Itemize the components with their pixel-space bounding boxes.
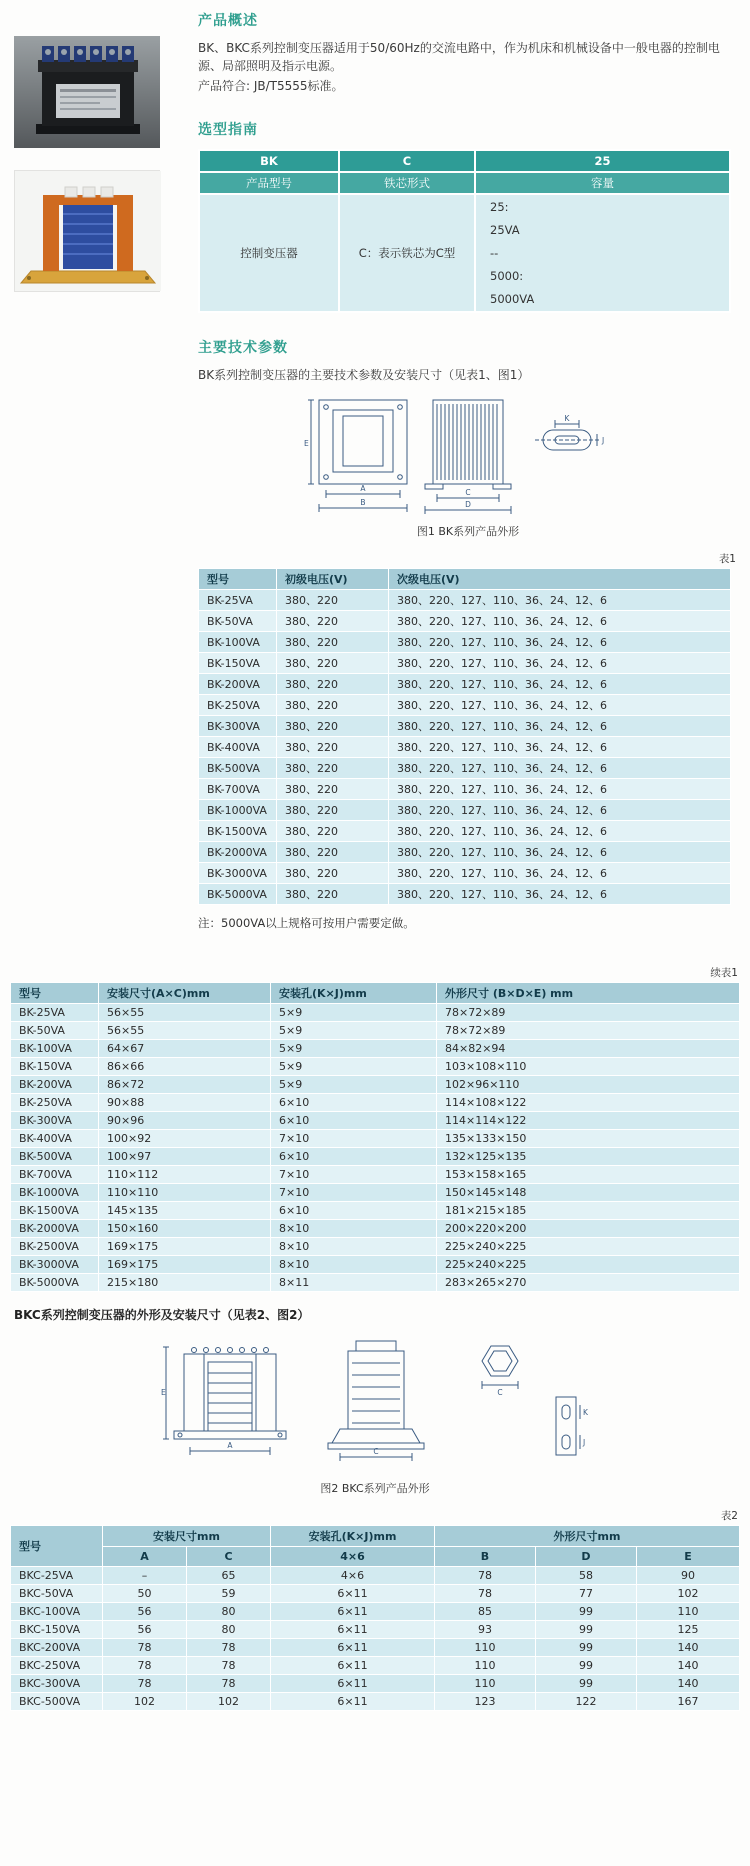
table-row: [11, 1076, 740, 1094]
table-row: [11, 1693, 740, 1711]
table1-header-primary: 初级电压(V): [277, 569, 389, 590]
table-cell: 102×96×110: [437, 1076, 740, 1094]
table-cell: 122: [536, 1693, 637, 1711]
table-cell: 56×55: [99, 1022, 271, 1040]
table-cell: 5×9: [271, 1076, 437, 1094]
table-cell: 8×11: [271, 1274, 437, 1292]
capacity-line: 5000VA: [490, 292, 535, 306]
table-cell: 103×108×110: [437, 1058, 740, 1076]
table2-subheader-e: E: [637, 1547, 740, 1567]
table-row: [11, 1256, 740, 1274]
table-cell: 86×72: [99, 1076, 271, 1094]
cont-header-mounting: 安装尺寸(A×C)mm: [99, 983, 271, 1004]
table1-label: 表1: [718, 553, 736, 565]
table-row: [199, 653, 731, 674]
bkc-photo-graphic: [15, 171, 161, 291]
table-cell: 78×72×89: [437, 1022, 740, 1040]
figure-2-caption: 图2 BKC系列产品外形: [320, 1482, 430, 1495]
table-cell: 114×114×122: [437, 1112, 740, 1130]
dim-label-c: C: [465, 488, 471, 497]
table-cell: 56: [103, 1603, 187, 1621]
table-row: [199, 884, 731, 905]
table-cell: 99: [536, 1639, 637, 1657]
table-row: [199, 779, 731, 800]
table-cell: 380、220: [277, 653, 389, 674]
table-cell: 5×9: [271, 1022, 437, 1040]
selection-body-row: [199, 194, 730, 312]
table-cell: 380、220、127、110、36、24、12、6: [389, 842, 731, 863]
table-row: [199, 842, 731, 863]
table-row: [199, 674, 731, 695]
table-cell: 90×96: [99, 1112, 271, 1130]
bk-outline-drawing: [303, 394, 633, 516]
table1-header-model: 型号: [199, 569, 277, 590]
table-cell: 380、220: [277, 674, 389, 695]
table-cell: 6×11: [271, 1693, 435, 1711]
table-cell: 5×9: [271, 1058, 437, 1076]
table-cell: 169×175: [99, 1256, 271, 1274]
table-cell: 153×158×165: [437, 1166, 740, 1184]
table-cell: 78: [103, 1639, 187, 1657]
table2-label: 表2: [720, 1510, 738, 1522]
table-row: [11, 1238, 740, 1256]
table-cell: BK-25VA: [11, 1004, 99, 1022]
table-cell: 7×10: [271, 1184, 437, 1202]
dim-label-a: A: [360, 484, 366, 493]
table-cell: 380、220、127、110、36、24、12、6: [389, 632, 731, 653]
table-cell: 7×10: [271, 1130, 437, 1148]
table-cell: BKC-50VA: [11, 1585, 103, 1603]
table-cell: 78: [435, 1585, 536, 1603]
capacity-line: 25VA: [490, 223, 520, 237]
overview-body: BK、BKC系列控制变压器适用于50/60Hz的交流电路中，作为机床和机械设备中一般电器的控制电源、局部照明及指示电源。: [198, 41, 720, 73]
table-cell: 6×10: [271, 1202, 437, 1220]
table-cell: 380、220、127、110、36、24、12、6: [389, 695, 731, 716]
table-cell: 5×9: [271, 1004, 437, 1022]
cont-header-hole: 安装孔(K×J)mm: [271, 983, 437, 1004]
table-cell: 380、220: [277, 695, 389, 716]
table-cell: 6×11: [271, 1675, 435, 1693]
dim-label-j: J: [583, 1438, 586, 1447]
table-cell: BK-2500VA: [11, 1238, 99, 1256]
capacity-line: 5000:: [490, 269, 524, 283]
table-row: [11, 1004, 740, 1022]
table1-note: 注：5000VA以上规格可按用户需要定做。: [198, 916, 415, 930]
table-cell: 85: [435, 1603, 536, 1621]
table-cell: 8×10: [271, 1238, 437, 1256]
table-cell: 110: [637, 1603, 740, 1621]
table-cell: 84×82×94: [437, 1040, 740, 1058]
table-cell: 181×215×185: [437, 1202, 740, 1220]
table-cell: 100×92: [99, 1130, 271, 1148]
table-row: [199, 737, 731, 758]
table-cell: 135×133×150: [437, 1130, 740, 1148]
table-cell: 132×125×135: [437, 1148, 740, 1166]
table-row: [199, 800, 731, 821]
table-cell: 200×220×200: [437, 1220, 740, 1238]
table-row: [199, 758, 731, 779]
table-cell: BK-5000VA: [199, 884, 277, 905]
table-cell: 380、220: [277, 800, 389, 821]
continued-table1-label: 续表1: [710, 967, 738, 979]
table-cell: 6×11: [271, 1585, 435, 1603]
table-row: [11, 1058, 740, 1076]
table2-subheader-a: A: [103, 1547, 187, 1567]
table-cell: 380、220、127、110、36、24、12、6: [389, 821, 731, 842]
table-cell: –: [103, 1567, 187, 1585]
selection-subheader-row: [199, 172, 730, 194]
table-cell: 78×72×89: [437, 1004, 740, 1022]
table-cell: BKC-500VA: [11, 1693, 103, 1711]
table-cell: BK-25VA: [199, 590, 277, 611]
table-cell: 380、220: [277, 611, 389, 632]
table-row: [11, 1675, 740, 1693]
selection-title: 选型指南: [198, 122, 258, 138]
table-cell: 380、220: [277, 758, 389, 779]
table-cell: BK-150VA: [11, 1058, 99, 1076]
product-photo-bkc: [14, 170, 160, 292]
table-row: [11, 1022, 740, 1040]
table-cell: BK-2000VA: [199, 842, 277, 863]
table-cell: 380、220: [277, 590, 389, 611]
capacity-line: --: [490, 246, 499, 260]
table-cell: 380、220: [277, 842, 389, 863]
table-cell: 380、220: [277, 821, 389, 842]
table-cell: 102: [187, 1693, 271, 1711]
cont-header-outline: 外形尺寸 (B×D×E) mm: [437, 983, 740, 1004]
table-row: [11, 1603, 740, 1621]
sel-header-25: 25: [475, 150, 730, 172]
table-cell: 114×108×122: [437, 1094, 740, 1112]
table-cell: BKC-250VA: [11, 1657, 103, 1675]
table-cell: BK-200VA: [11, 1076, 99, 1094]
table-cell: 102: [103, 1693, 187, 1711]
table-cell: BK-50VA: [199, 611, 277, 632]
bkc-outline-drawing: [160, 1333, 590, 1473]
table-cell: 380、220、127、110、36、24、12、6: [389, 737, 731, 758]
table-cell: 78: [187, 1657, 271, 1675]
table-cell: 380、220、127、110、36、24、12、6: [389, 590, 731, 611]
table-row: [11, 1040, 740, 1058]
table-cell: 65: [187, 1567, 271, 1585]
table1-header-secondary: 次级电压(V): [389, 569, 731, 590]
sel-subheader-capacity: 容量: [475, 172, 730, 194]
table-row: [199, 695, 731, 716]
selection-header-row: [199, 150, 730, 172]
table-cell: BK-50VA: [11, 1022, 99, 1040]
table-row: [199, 821, 731, 842]
table-cell: 78: [435, 1567, 536, 1585]
dim-label-k: K: [583, 1408, 588, 1417]
table-row: [11, 1094, 740, 1112]
table-cell: 110: [435, 1657, 536, 1675]
dim-label-b: B: [360, 498, 366, 507]
table-cell: BK-3000VA: [199, 863, 277, 884]
table-row: [199, 716, 731, 737]
table-cell: BKC-300VA: [11, 1675, 103, 1693]
table-cell: 140: [637, 1639, 740, 1657]
table-cell: 150×160: [99, 1220, 271, 1238]
table-cell: 56: [103, 1621, 187, 1639]
table-cell: 380、220: [277, 863, 389, 884]
table-cell: 380、220: [277, 716, 389, 737]
table-cell: 123: [435, 1693, 536, 1711]
table-row: [199, 863, 731, 884]
table-cell: 78: [103, 1675, 187, 1693]
table-cell: 6×11: [271, 1639, 435, 1657]
table-cell: BK-1000VA: [11, 1184, 99, 1202]
table-cell: 6×11: [271, 1621, 435, 1639]
dim-label-e: E: [304, 439, 309, 448]
table-cell: 6×10: [271, 1094, 437, 1112]
table2-subheader-c: C: [187, 1547, 271, 1567]
table2-header-hole: 安装孔(K×J)mm: [271, 1526, 435, 1547]
table-cell: 99: [536, 1675, 637, 1693]
table2-header-model: 型号: [11, 1526, 103, 1567]
table-cell: BK-3000VA: [11, 1256, 99, 1274]
table-cell: 64×67: [99, 1040, 271, 1058]
bk-photo-graphic: [14, 36, 160, 148]
tech-intro: BK系列控制变压器的主要技术参数及安装尺寸（见表1、图1）: [198, 368, 530, 382]
table-cell: 150×145×148: [437, 1184, 740, 1202]
table2: [10, 1525, 740, 1711]
table-cell: BK-100VA: [11, 1040, 99, 1058]
table-cell: 99: [536, 1603, 637, 1621]
table-cell: 380、220: [277, 737, 389, 758]
table-cell: 8×10: [271, 1256, 437, 1274]
sel-core-cell: C：表示铁芯为C型: [339, 194, 475, 312]
table-cell: 93: [435, 1621, 536, 1639]
selection-table: [198, 149, 731, 313]
table-row: [11, 1657, 740, 1675]
dim-label-k: K: [564, 414, 570, 423]
product-photos: [14, 36, 162, 314]
table-cell: BKC-25VA: [11, 1567, 103, 1585]
table-cell: BK-250VA: [199, 695, 277, 716]
table-cell: 380、220、127、110、36、24、12、6: [389, 758, 731, 779]
figure-1-caption: 图1 BK系列产品外形: [416, 525, 520, 538]
table-row: [11, 1274, 740, 1292]
overview-title: 产品概述: [198, 13, 258, 29]
table-row: [199, 611, 731, 632]
table2-subheader-hole: 4×6: [271, 1547, 435, 1567]
table-cell: 380、220、127、110、36、24、12、6: [389, 800, 731, 821]
table-cell: 225×240×225: [437, 1238, 740, 1256]
table-cell: BK-700VA: [199, 779, 277, 800]
table-cell: 6×11: [271, 1657, 435, 1675]
table-cell: 125: [637, 1621, 740, 1639]
table-cell: 7×10: [271, 1166, 437, 1184]
table-row: [11, 1585, 740, 1603]
table-cell: 380、220、127、110、36、24、12、6: [389, 779, 731, 800]
table2-header-row2: [11, 1547, 740, 1567]
table-cell: 6×10: [271, 1112, 437, 1130]
product-photo-bk: [14, 36, 160, 148]
table-cell: BK-1000VA: [199, 800, 277, 821]
table-row: [199, 590, 731, 611]
continued-table1: [10, 982, 740, 1292]
table-cell: 380、220、127、110、36、24、12、6: [389, 716, 731, 737]
table-cell: 86×66: [99, 1058, 271, 1076]
table2-header-outline: 外形尺寸mm: [435, 1526, 740, 1547]
table-row: [11, 1639, 740, 1657]
table-row: [199, 632, 731, 653]
table-cell: 90: [637, 1567, 740, 1585]
bkc-intro: BKC系列控制变压器的外形及安装尺寸（见表2、图2）: [14, 1308, 310, 1322]
table-cell: 167: [637, 1693, 740, 1711]
table-cell: 80: [187, 1603, 271, 1621]
table-cell: 380、220、127、110、36、24、12、6: [389, 611, 731, 632]
table-row: [11, 1148, 740, 1166]
table-cell: 59: [187, 1585, 271, 1603]
dim-label-c: C: [373, 1447, 379, 1456]
table1: [198, 568, 731, 905]
table-cell: BK-300VA: [199, 716, 277, 737]
dim-label-a: A: [227, 1441, 233, 1450]
table-row: [11, 1184, 740, 1202]
sel-subheader-model: 产品型号: [199, 172, 339, 194]
table-cell: 8×10: [271, 1220, 437, 1238]
table-cell: 90×88: [99, 1094, 271, 1112]
table-cell: 169×175: [99, 1238, 271, 1256]
table-cell: BK-500VA: [11, 1148, 99, 1166]
table-cell: 140: [637, 1657, 740, 1675]
table-cell: 4×6: [271, 1567, 435, 1585]
table-cell: 100×97: [99, 1148, 271, 1166]
table-cell: 380、220: [277, 632, 389, 653]
table2-subheader-d: D: [536, 1547, 637, 1567]
table-cell: BK-400VA: [199, 737, 277, 758]
overview-standard: 产品符合: JB/T5555标准。: [198, 79, 344, 93]
top-right-column: [198, 0, 738, 931]
sel-capacity-cell: [475, 194, 730, 312]
table-cell: 78: [187, 1639, 271, 1657]
table-cell: BK-1500VA: [199, 821, 277, 842]
table2-header-row1: [11, 1526, 740, 1547]
table-cell: 380、220、127、110、36、24、12、6: [389, 863, 731, 884]
dim-label-e: E: [161, 1388, 166, 1397]
table-row: [11, 1166, 740, 1184]
table-cell: BKC-100VA: [11, 1603, 103, 1621]
table-cell: 145×135: [99, 1202, 271, 1220]
table1-header-row: [199, 569, 731, 590]
table-cell: 80: [187, 1621, 271, 1639]
table-cell: BK-250VA: [11, 1094, 99, 1112]
table-cell: BK-2000VA: [11, 1220, 99, 1238]
table-cell: 225×240×225: [437, 1256, 740, 1274]
table-cell: 102: [637, 1585, 740, 1603]
table-cell: 78: [103, 1657, 187, 1675]
table-cell: 77: [536, 1585, 637, 1603]
top-section: [0, 0, 750, 931]
table-cell: BK-700VA: [11, 1166, 99, 1184]
table-cell: BK-1500VA: [11, 1202, 99, 1220]
table-cell: 99: [536, 1621, 637, 1639]
table-cell: BKC-200VA: [11, 1639, 103, 1657]
table-row: [11, 1621, 740, 1639]
table-cell: BK-300VA: [11, 1112, 99, 1130]
table2-header-mounting: 安装尺寸mm: [103, 1526, 271, 1547]
table-cell: BKC-150VA: [11, 1621, 103, 1639]
table-cell: 6×11: [271, 1603, 435, 1621]
table-row: [11, 1220, 740, 1238]
table-cell: 58: [536, 1567, 637, 1585]
table-cell: BK-150VA: [199, 653, 277, 674]
table-cell: 283×265×270: [437, 1274, 740, 1292]
table-cell: 6×10: [271, 1148, 437, 1166]
cont-header-model: 型号: [11, 983, 99, 1004]
sel-header-bk: BK: [199, 150, 339, 172]
table-row: [11, 1202, 740, 1220]
sel-header-c: C: [339, 150, 475, 172]
table-cell: 5×9: [271, 1040, 437, 1058]
table-cell: BK-200VA: [199, 674, 277, 695]
table-cell: 110: [435, 1639, 536, 1657]
table-cell: 110×110: [99, 1184, 271, 1202]
table-cell: 50: [103, 1585, 187, 1603]
figure-1: [198, 394, 738, 539]
table-cell: 140: [637, 1675, 740, 1693]
table-cell: 380、220: [277, 779, 389, 800]
dim-label-d: D: [465, 500, 471, 509]
table-cell: 56×55: [99, 1004, 271, 1022]
table-cell: 78: [187, 1675, 271, 1693]
table-cell: 380、220、127、110、36、24、12、6: [389, 674, 731, 695]
table-cell: 380、220: [277, 884, 389, 905]
sel-subheader-core: 铁芯形式: [339, 172, 475, 194]
dim-label-j: J: [602, 436, 605, 445]
table-cell: 380、220、127、110、36、24、12、6: [389, 653, 731, 674]
capacity-line: 25:: [490, 200, 509, 214]
continued-table1-header-row: [11, 983, 740, 1004]
table-cell: 99: [536, 1657, 637, 1675]
table-row: [11, 1112, 740, 1130]
sel-product-cell: 控制变压器: [199, 194, 339, 312]
table2-subheader-b: B: [435, 1547, 536, 1567]
table-cell: BK-5000VA: [11, 1274, 99, 1292]
tech-title: 主要技术参数: [198, 340, 288, 356]
table-cell: 110×112: [99, 1166, 271, 1184]
table-cell: 380、220、127、110、36、24、12、6: [389, 884, 731, 905]
table-cell: BK-100VA: [199, 632, 277, 653]
table-row: [11, 1567, 740, 1585]
table-cell: 110: [435, 1675, 536, 1693]
figure-2: [10, 1333, 740, 1496]
table-cell: BK-400VA: [11, 1130, 99, 1148]
table-row: [11, 1130, 740, 1148]
dim-label-c-hex: C: [497, 1388, 503, 1397]
table-cell: 215×180: [99, 1274, 271, 1292]
table-cell: BK-500VA: [199, 758, 277, 779]
full-width-section: [10, 965, 740, 1711]
